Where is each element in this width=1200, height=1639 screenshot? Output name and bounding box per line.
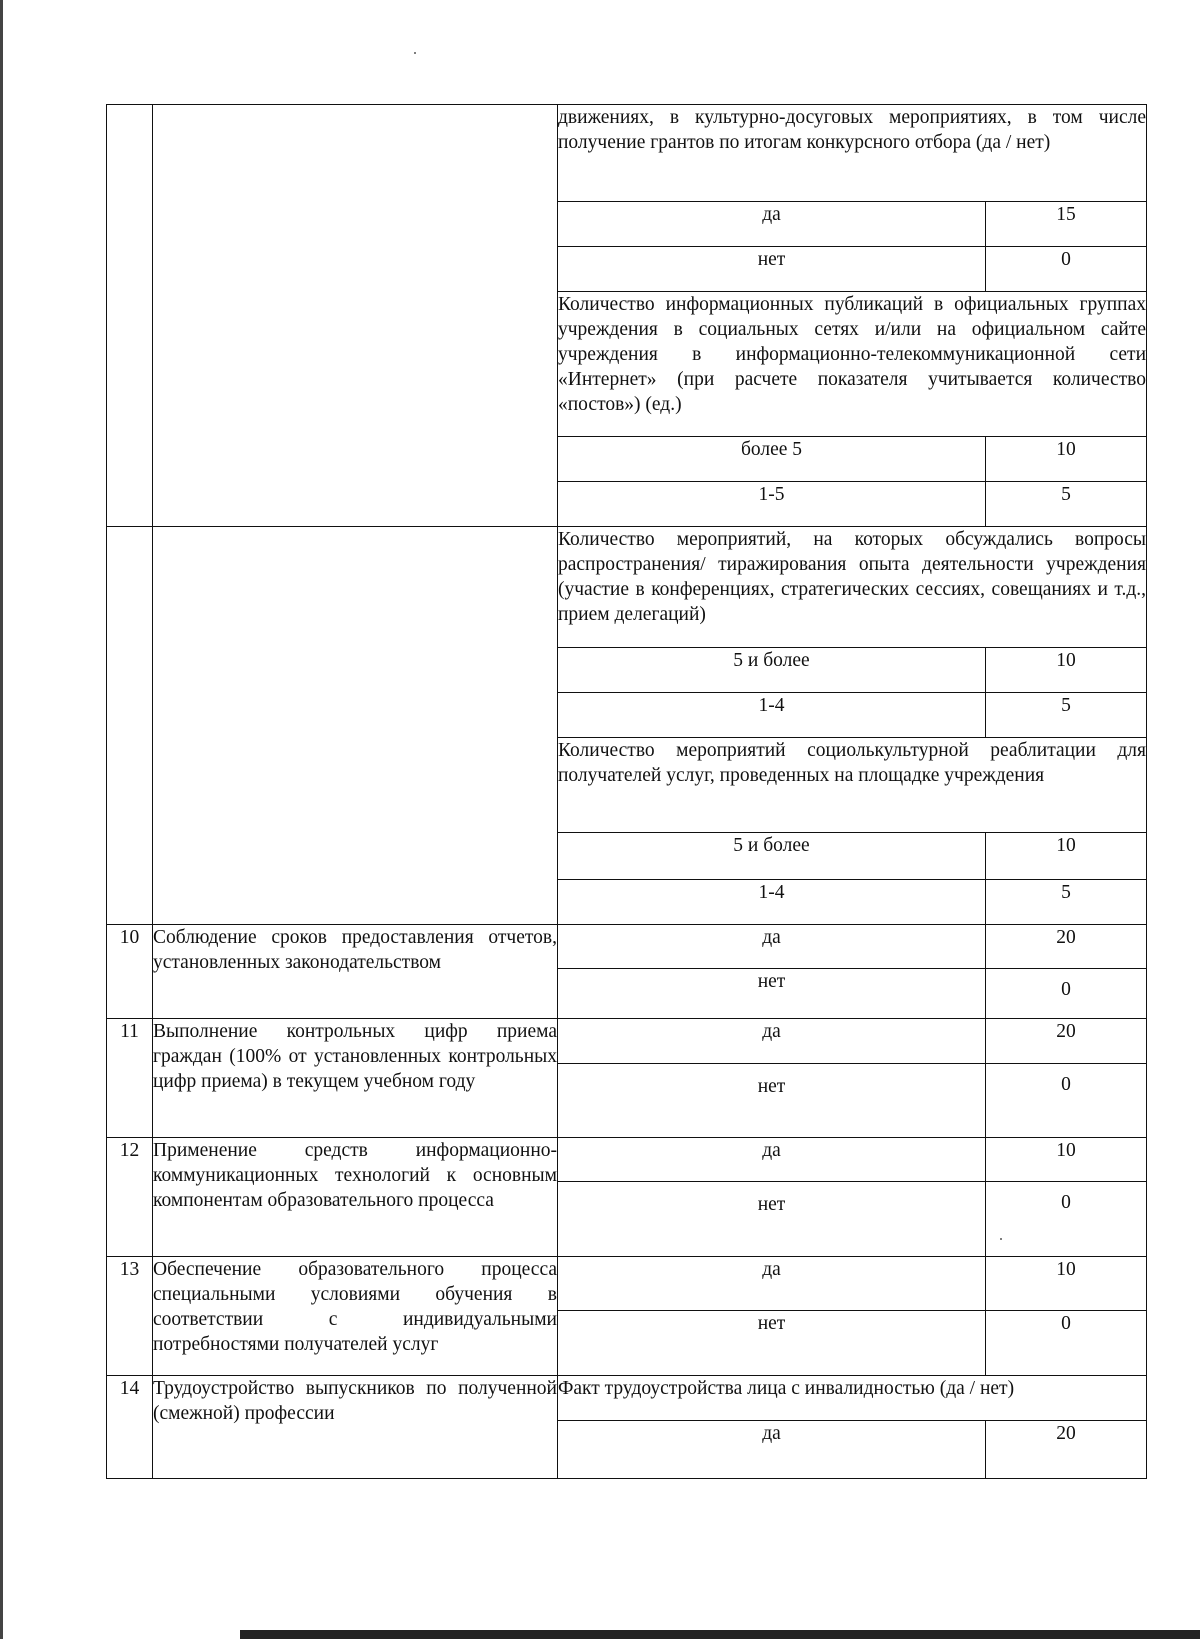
criterion-cell <box>153 105 558 527</box>
table-row <box>107 1138 1147 1182</box>
option-points: 10 <box>986 1257 1147 1311</box>
option-label: нет <box>558 1311 986 1376</box>
option-label: 1-4 <box>558 693 986 738</box>
option-points: 10 <box>986 1138 1147 1182</box>
option-label: да <box>558 202 986 247</box>
option-points: 10 <box>986 648 1147 693</box>
option-points: 5 <box>986 482 1147 527</box>
option-points: 0 <box>986 1182 1147 1257</box>
row-number: 14 <box>107 1376 153 1479</box>
indicator-description: движениях, в культурно-досуговых мероприятиях, в том числе получение грантов по итогам конкурсного отбора (да / нет) <box>558 105 1147 202</box>
indicator-description: Количество информационных публикаций в официальных группах учреждения в социальных сетях и/или на официальном сайте учреждения в информационно-телекоммуникационной сети «Интернет» (при расчете показателя учитывается количество «постов») (ед.) <box>558 292 1147 437</box>
row-number-cell <box>107 527 153 925</box>
table-row <box>107 527 1147 648</box>
criterion-cell <box>153 527 558 925</box>
criterion-text: Применение средств информационно-коммуникационных технологий к основным компонентам образовательного процесса <box>153 1138 558 1257</box>
option-points: 0 <box>986 1064 1147 1138</box>
option-points: 0 <box>986 247 1147 292</box>
table-row <box>107 1376 1147 1421</box>
option-label: 5 и более <box>558 648 986 693</box>
option-label: нет <box>558 1182 986 1257</box>
option-label: 1-4 <box>558 880 986 925</box>
option-label: да <box>558 1138 986 1182</box>
option-label: да <box>558 1257 986 1311</box>
table-row <box>107 925 1147 969</box>
criterion-text: Соблюдение сроков предоставления отчетов, установленных законодательством <box>153 925 558 1019</box>
option-points: 20 <box>986 925 1147 969</box>
row-number: 12 <box>107 1138 153 1257</box>
option-points: 10 <box>986 833 1147 880</box>
option-label: нет <box>558 247 986 292</box>
table-row <box>107 105 1147 202</box>
option-points: 0 <box>986 969 1147 1019</box>
indicator-description: Количество мероприятий, на которых обсуждались вопросы распространения/ тиражирования опыта деятельности учреждения (участие в конференциях, стратегических сессиях, совещаниях и т.д., прием делегаций) <box>558 527 1147 648</box>
option-label: да <box>558 925 986 969</box>
criterion-text: Выполнение контрольных цифр приема граждан (100% от установленных контрольных цифр приема) в текущем учебном году <box>153 1019 558 1138</box>
option-label: нет <box>558 969 986 1019</box>
option-label: 5 и более <box>558 833 986 880</box>
option-label: нет <box>558 1064 986 1138</box>
option-points: 0 <box>986 1311 1147 1376</box>
option-points: 10 <box>986 437 1147 482</box>
option-points: 20 <box>986 1019 1147 1064</box>
option-points: 5 <box>986 693 1147 738</box>
scan-speck <box>414 52 416 54</box>
scan-bottom-shadow <box>240 1630 1200 1639</box>
table-row <box>107 1019 1147 1064</box>
indicator-description: Количество мероприятий социолькультурной реаблитации для получателей услуг, проведенных на площадке учреждения <box>558 738 1147 833</box>
row-number: 13 <box>107 1257 153 1376</box>
option-points: 15 <box>986 202 1147 247</box>
row-number: 11 <box>107 1019 153 1138</box>
option-points: 5 <box>986 880 1147 925</box>
criterion-text: Обеспечение образовательного процесса специальными условиями обучения в соответствии с индивидуальными потребностями получателей услуг <box>153 1257 558 1376</box>
criterion-text: Трудоустройство выпускников по полученной (смежной) профессии <box>153 1376 558 1479</box>
option-points: 20 <box>986 1421 1147 1479</box>
table-row <box>107 1257 1147 1311</box>
indicator-description: Факт трудоустройства лица с инвалидностью (да / нет) <box>558 1376 1147 1421</box>
criteria-table <box>106 104 1147 1479</box>
option-label: да <box>558 1019 986 1064</box>
row-number-cell <box>107 105 153 527</box>
row-number: 10 <box>107 925 153 1019</box>
option-label: 1-5 <box>558 482 986 527</box>
option-label: да <box>558 1421 986 1479</box>
option-label: более 5 <box>558 437 986 482</box>
scan-page-edge <box>0 0 3 1639</box>
